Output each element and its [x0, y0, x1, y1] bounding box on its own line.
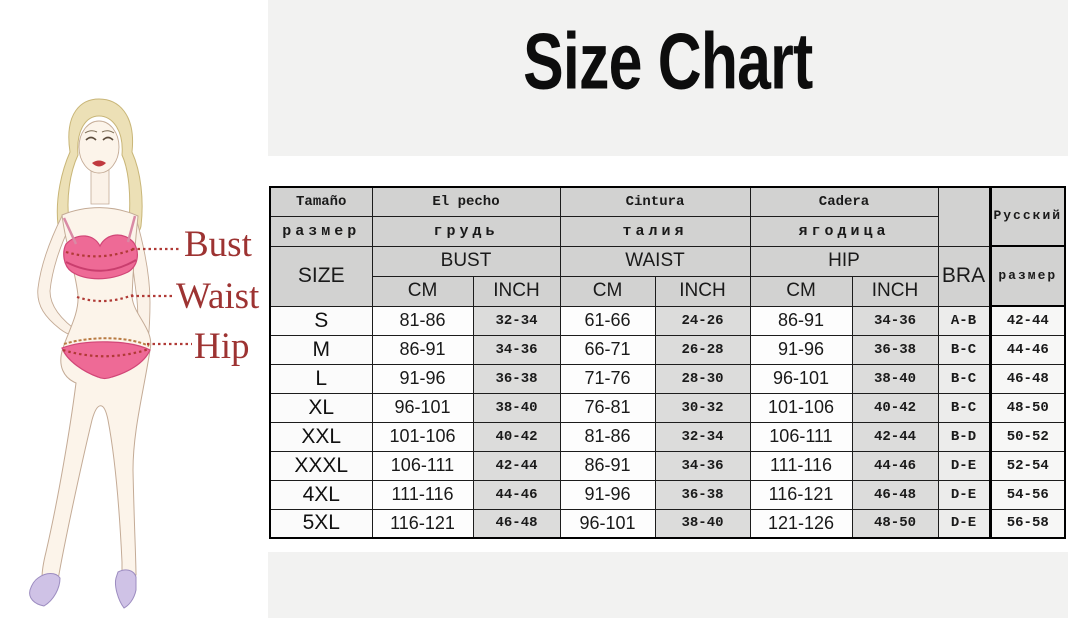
size-cell: L [270, 364, 372, 393]
russian-size-cell: 50-52 [990, 422, 1065, 451]
header-row-english [270, 246, 1065, 276]
hip-inch-cell: 44-46 [852, 451, 938, 480]
hip-cm-cell: 111-116 [750, 451, 852, 480]
bra-cell: B-C [938, 335, 990, 364]
russian-size-cell: 46-48 [990, 364, 1065, 393]
bra-cell: A-B [938, 306, 990, 335]
bust-label: Bust [184, 224, 252, 265]
header-bust-ru: грудь [372, 216, 560, 246]
right-shoe [115, 570, 136, 608]
waist-inch-cell: 28-30 [655, 364, 750, 393]
russian-size-cell: 54-56 [990, 480, 1065, 509]
waist-cm-cell: 96-101 [560, 509, 655, 538]
hip-label: Hip [194, 326, 250, 367]
hip-inch-cell: 42-44 [852, 422, 938, 451]
waist-inch-cell: 24-26 [655, 306, 750, 335]
hip-inch-cell: 48-50 [852, 509, 938, 538]
bust-cm-cell: 116-121 [372, 509, 473, 538]
bust-cm-cell: 106-111 [372, 451, 473, 480]
waist-cm-cell: 81-86 [560, 422, 655, 451]
bra-cell: B-C [938, 364, 990, 393]
header-hip-en: HIP [750, 246, 938, 276]
table-row-m [270, 335, 1065, 364]
bust-inch-cell: 36-38 [473, 364, 560, 393]
header-bust-cm: CM [372, 276, 473, 306]
bust-inch-cell: 42-44 [473, 451, 560, 480]
bust-cm-cell: 86-91 [372, 335, 473, 364]
waist-cm-cell: 71-76 [560, 364, 655, 393]
size-cell: XXXL [270, 451, 372, 480]
header-size-en: SIZE [270, 246, 372, 306]
left-shoe [30, 574, 60, 607]
hip-cm-cell: 91-96 [750, 335, 852, 364]
header-waist-en: WAIST [560, 246, 750, 276]
header-russian-line2: размер [990, 246, 1065, 306]
bust-inch-cell: 40-42 [473, 422, 560, 451]
hip-cm-cell: 96-101 [750, 364, 852, 393]
size-cell: XXL [270, 422, 372, 451]
table-row-l [270, 364, 1065, 393]
header-hip-es: Cadera [750, 187, 938, 216]
waist-inch-cell: 36-38 [655, 480, 750, 509]
header-bra-spacer [938, 187, 990, 246]
waist-label: Waist [176, 276, 260, 317]
measurement-figure [0, 0, 270, 618]
waist-inch-cell: 34-36 [655, 451, 750, 480]
header-waist-ru: талия [560, 216, 750, 246]
bust-inch-cell: 46-48 [473, 509, 560, 538]
hip-cm-cell: 86-91 [750, 306, 852, 335]
bust-cm-cell: 111-116 [372, 480, 473, 509]
waist-inch-cell: 38-40 [655, 509, 750, 538]
russian-size-cell: 44-46 [990, 335, 1065, 364]
hip-inch-cell: 34-36 [852, 306, 938, 335]
size-cell: 4XL [270, 480, 372, 509]
header-size-ru: размер [270, 216, 372, 246]
bust-inch-cell: 38-40 [473, 393, 560, 422]
header-row-spanish [270, 187, 1065, 216]
size-table [269, 186, 1066, 539]
header-hip-ru: ягодица [750, 216, 938, 246]
bust-inch-cell: 44-46 [473, 480, 560, 509]
bust-cm-cell: 96-101 [372, 393, 473, 422]
waist-cm-cell: 86-91 [560, 451, 655, 480]
bra-cell: B-D [938, 422, 990, 451]
russian-size-cell: 56-58 [990, 509, 1065, 538]
bust-inch-cell: 32-34 [473, 306, 560, 335]
bra-cell: D-E [938, 509, 990, 538]
waist-cm-cell: 91-96 [560, 480, 655, 509]
russian-size-cell: 48-50 [990, 393, 1065, 422]
header-waist-inch: INCH [655, 276, 750, 306]
waist-cm-cell: 66-71 [560, 335, 655, 364]
table-row-s [270, 306, 1065, 335]
hip-cm-cell: 121-126 [750, 509, 852, 538]
page-title [268, 6, 1068, 116]
size-cell: XL [270, 393, 372, 422]
header-size-es: Tamaño [270, 187, 372, 216]
header-bust-en: BUST [372, 246, 560, 276]
table-row-xxxl [270, 451, 1065, 480]
table-row-4xl [270, 480, 1065, 509]
header-waist-es: Cintura [560, 187, 750, 216]
page-title-text: Size Chart [523, 16, 813, 106]
bra-cell: D-E [938, 451, 990, 480]
size-cell: M [270, 335, 372, 364]
header-hip-cm: CM [750, 276, 852, 306]
bust-cm-cell: 81-86 [372, 306, 473, 335]
waist-inch-cell: 32-34 [655, 422, 750, 451]
header-waist-cm: CM [560, 276, 655, 306]
waist-cm-cell: 61-66 [560, 306, 655, 335]
header-bust-es: El pecho [372, 187, 560, 216]
header-bra: BRA [938, 246, 990, 306]
bottom-banner [268, 552, 1068, 618]
table-row-5xl [270, 509, 1065, 538]
hip-cm-cell: 106-111 [750, 422, 852, 451]
russian-size-cell: 42-44 [990, 306, 1065, 335]
hip-inch-cell: 46-48 [852, 480, 938, 509]
russian-size-cell: 52-54 [990, 451, 1065, 480]
waist-inch-cell: 26-28 [655, 335, 750, 364]
hip-cm-cell: 116-121 [750, 480, 852, 509]
hip-inch-cell: 40-42 [852, 393, 938, 422]
hip-inch-cell: 38-40 [852, 364, 938, 393]
bra-cell: D-E [938, 480, 990, 509]
header-russian-line1: Русский [990, 187, 1065, 246]
bust-inch-cell: 34-36 [473, 335, 560, 364]
size-cell: S [270, 306, 372, 335]
header-hip-inch: INCH [852, 276, 938, 306]
waist-cm-cell: 76-81 [560, 393, 655, 422]
waist-inch-cell: 30-32 [655, 393, 750, 422]
hip-cm-cell: 101-106 [750, 393, 852, 422]
bust-cm-cell: 101-106 [372, 422, 473, 451]
bra-cell: B-C [938, 393, 990, 422]
table-row-xl [270, 393, 1065, 422]
bust-cm-cell: 91-96 [372, 364, 473, 393]
size-cell: 5XL [270, 509, 372, 538]
hip-inch-cell: 36-38 [852, 335, 938, 364]
table-row-xxl [270, 422, 1065, 451]
header-bust-inch: INCH [473, 276, 560, 306]
